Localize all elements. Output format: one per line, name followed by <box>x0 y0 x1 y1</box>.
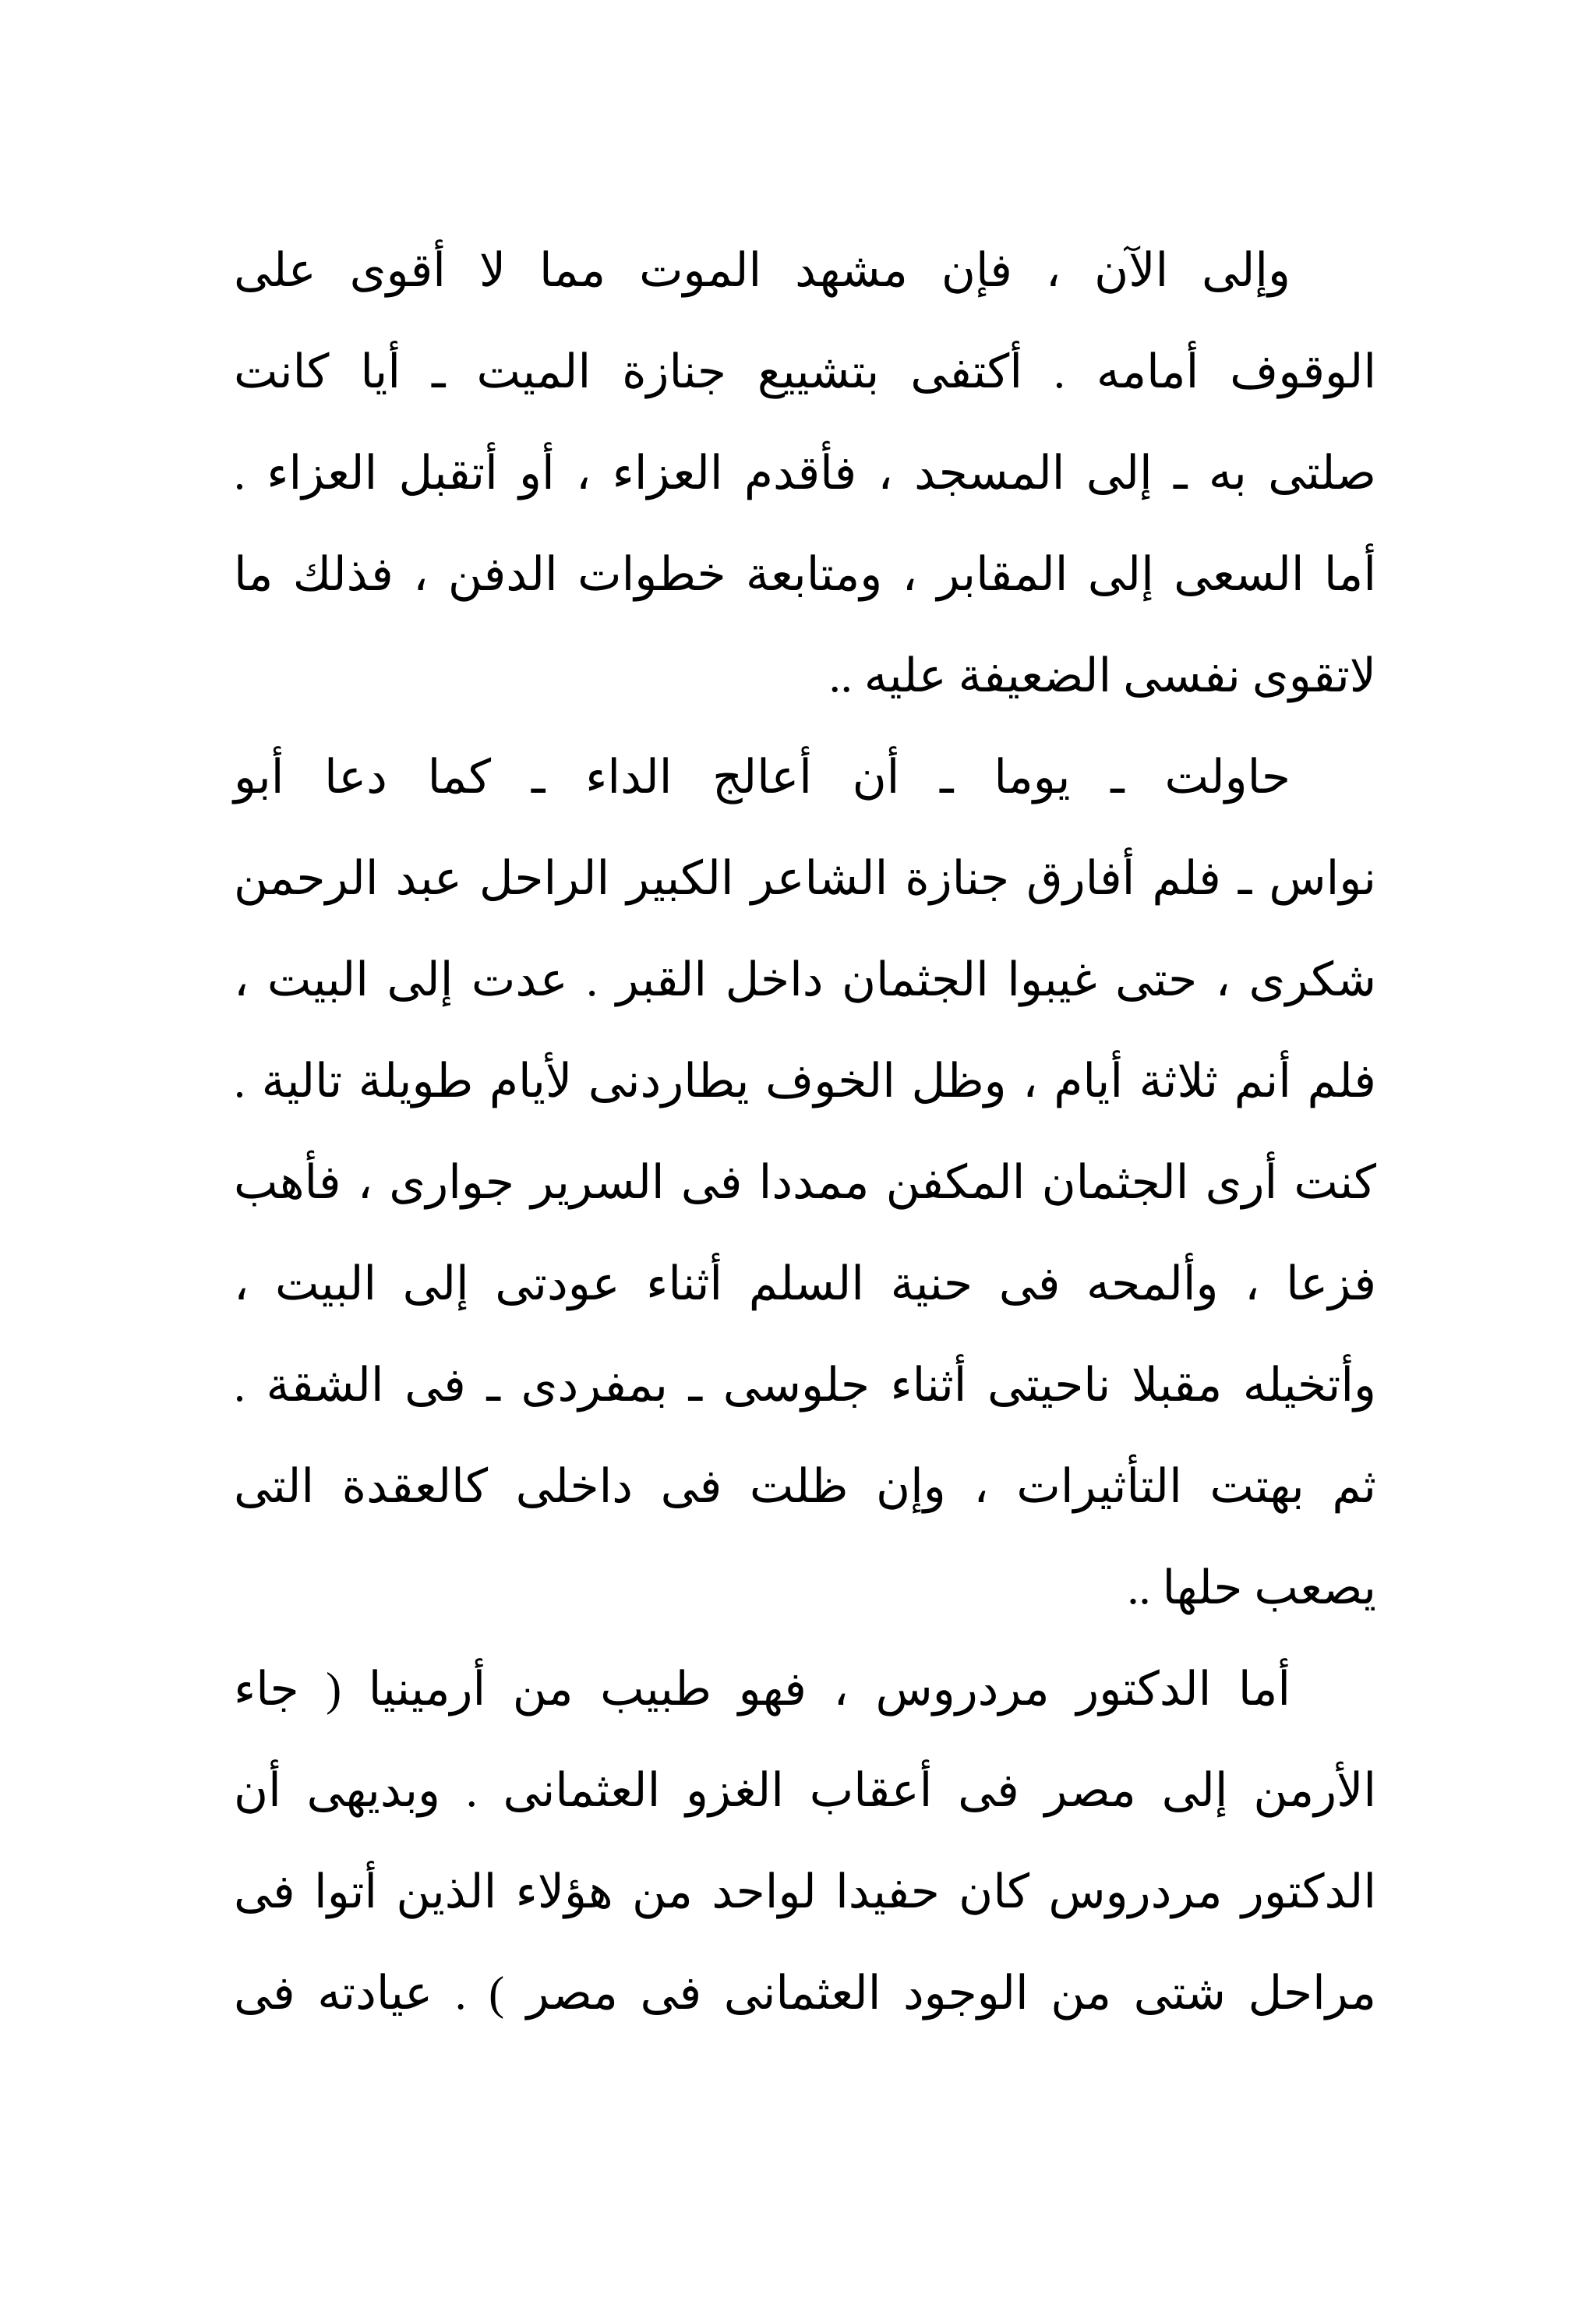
text-line: صلتى به ـ إلى المسجد ، فأقدم العزاء ، أو أتقبل العزاء . <box>234 447 1376 499</box>
text-line: أما الدكتور مردروس ، فهو طبيب من أرمينيا ( جاء <box>234 1663 1291 1715</box>
body-text <box>234 220 1376 2044</box>
text-line: فزعا ، وألمحه فى حنية السلم أثناء عودتى إلى البيت ، <box>234 1258 1376 1310</box>
text-line: أما السعى إلى المقابر ، ومتابعة خطوات الدفن ، فذلك ما <box>234 549 1376 600</box>
text-line: وإلى الآن ، فإن مشهد الموت مما لا أقوى على <box>234 245 1291 296</box>
text-line: فلم أنم ثلاثة أيام ، وظل الخوف يطاردنى لأيام طويلة تالية . <box>234 1055 1376 1107</box>
text-line: مراحل شتى من الوجود العثمانى فى مصر ) . عيادته فى <box>234 1967 1376 2019</box>
text-line: شكرى ، حتى غيبوا الجثمان داخل القبر . عدت إلى البيت ، <box>234 954 1376 1006</box>
text-line: لاتقوى نفسى الضعيفة عليه .. <box>828 650 1376 702</box>
text-line: ثم بهتت التأثيرات ، وإن ظلت فى داخلى كالعقدة التى <box>234 1461 1376 1512</box>
text-line: الوقوف أمامه . أكتفى بتشييع جنازة الميت ـ أيا كانت <box>234 346 1376 398</box>
text-line: الأرمن إلى مصر فى أعقاب الغزو العثمانى . وبديهى أن <box>234 1765 1376 1816</box>
paragraph-3 <box>234 1639 1376 2044</box>
text-line: نواس ـ فلم أفارق جنازة الشاعر الكبير الراحل عبد الرحمن <box>234 853 1376 904</box>
text-line: وأتخيله مقبلا ناحيتى أثناء جلوسى ـ بمفردى ـ فى الشقة . <box>234 1359 1376 1411</box>
text-line: يصعب حلها .. <box>1127 1562 1376 1614</box>
text-line: كنت أرى الجثمان المكفن ممددا فى السرير جوارى ، فأهب <box>234 1157 1376 1208</box>
paragraph-2 <box>234 726 1376 1639</box>
paragraph-1 <box>234 220 1376 726</box>
text-line: الدكتور مردروس كان حفيدا لواحد من هؤلاء الذين أتوا فى <box>234 1866 1376 1918</box>
text-line: حاولت ـ يوما ـ أن أعالج الداء ـ كما دعا أبو <box>234 751 1291 803</box>
